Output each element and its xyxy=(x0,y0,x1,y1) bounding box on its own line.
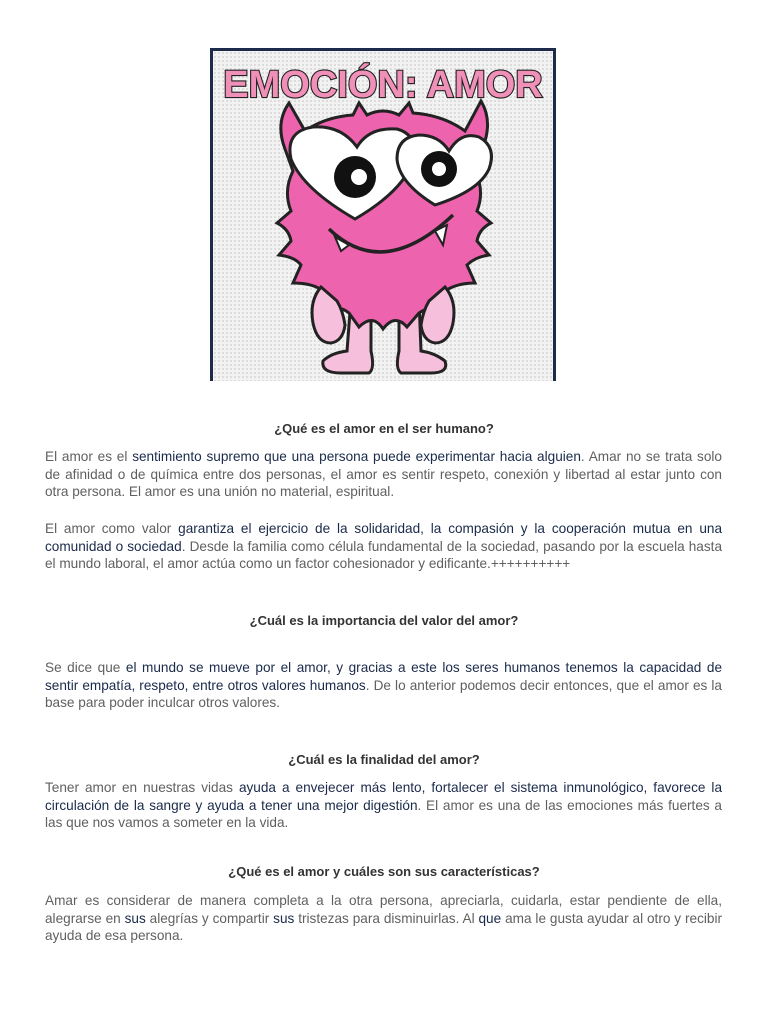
paragraph-love-as-value: El amor como valor garantiza el ejercicio de la solidaridad, la compasión y la cooperación mutua en una comunidad o sociedad. Desde la familia como célula fundamental de la sociedad, pasando por la escuela hasta el mundo laboral, el amor actúa como un factor cohesionador y edificante.++++++++++ xyxy=(45,521,723,571)
section-heading-purpose: ¿Cuál es la finalidad del amor? xyxy=(288,752,480,767)
section-heading-importance: ¿Cuál es la importancia del valor del amor? xyxy=(249,613,519,628)
section-heading-characteristics: ¿Qué es el amor y cuáles son sus características? xyxy=(228,864,540,879)
paragraph-definition: El amor es el sentimiento supremo que una persona puede experimentar hacia alguien. Amar no se trata solo de afinidad o de química entre dos personas, el amor es sentir respeto, conexión y libertad al estar junto con otra persona. El amor es una unión no material, espiritual. xyxy=(45,449,722,499)
emotion-illustration xyxy=(210,48,556,381)
paragraph-importance: Se dice que el mundo se mueve por el amor, y gracias a este los seres humanos tenemos la capacidad de sentir empatía, respeto, entre otros valores humanos. De lo anterior podemos decir entonces, que el amor es la base para poder inculcar otros valores. xyxy=(45,660,723,710)
paragraph-characteristics: Amar es considerar de manera completa a la otra persona, apreciarla, cuidarla, estar pendiente de ella, alegrarse en sus alegrías y compartir sus tristezas para disminuirlas. Al que ama le gusta ayudar al otro y recibir ayuda de esa persona. xyxy=(45,893,723,943)
love-monster-drawing xyxy=(213,51,553,381)
figure-title: EMOCIÓN: AMOR xyxy=(223,64,543,106)
paragraph-purpose: Tener amor en nuestras vidas ayuda a envejecer más lento, fortalecer el sistema inmunológico, favorece la circulación de la sangre y ayuda a tener una mejor digestión. El amor es una de las emociones más fuertes a las que nos vamos a someter en la vida. xyxy=(45,780,723,830)
section-heading-what-is-love: ¿Qué es el amor en el ser humano? xyxy=(274,421,494,436)
